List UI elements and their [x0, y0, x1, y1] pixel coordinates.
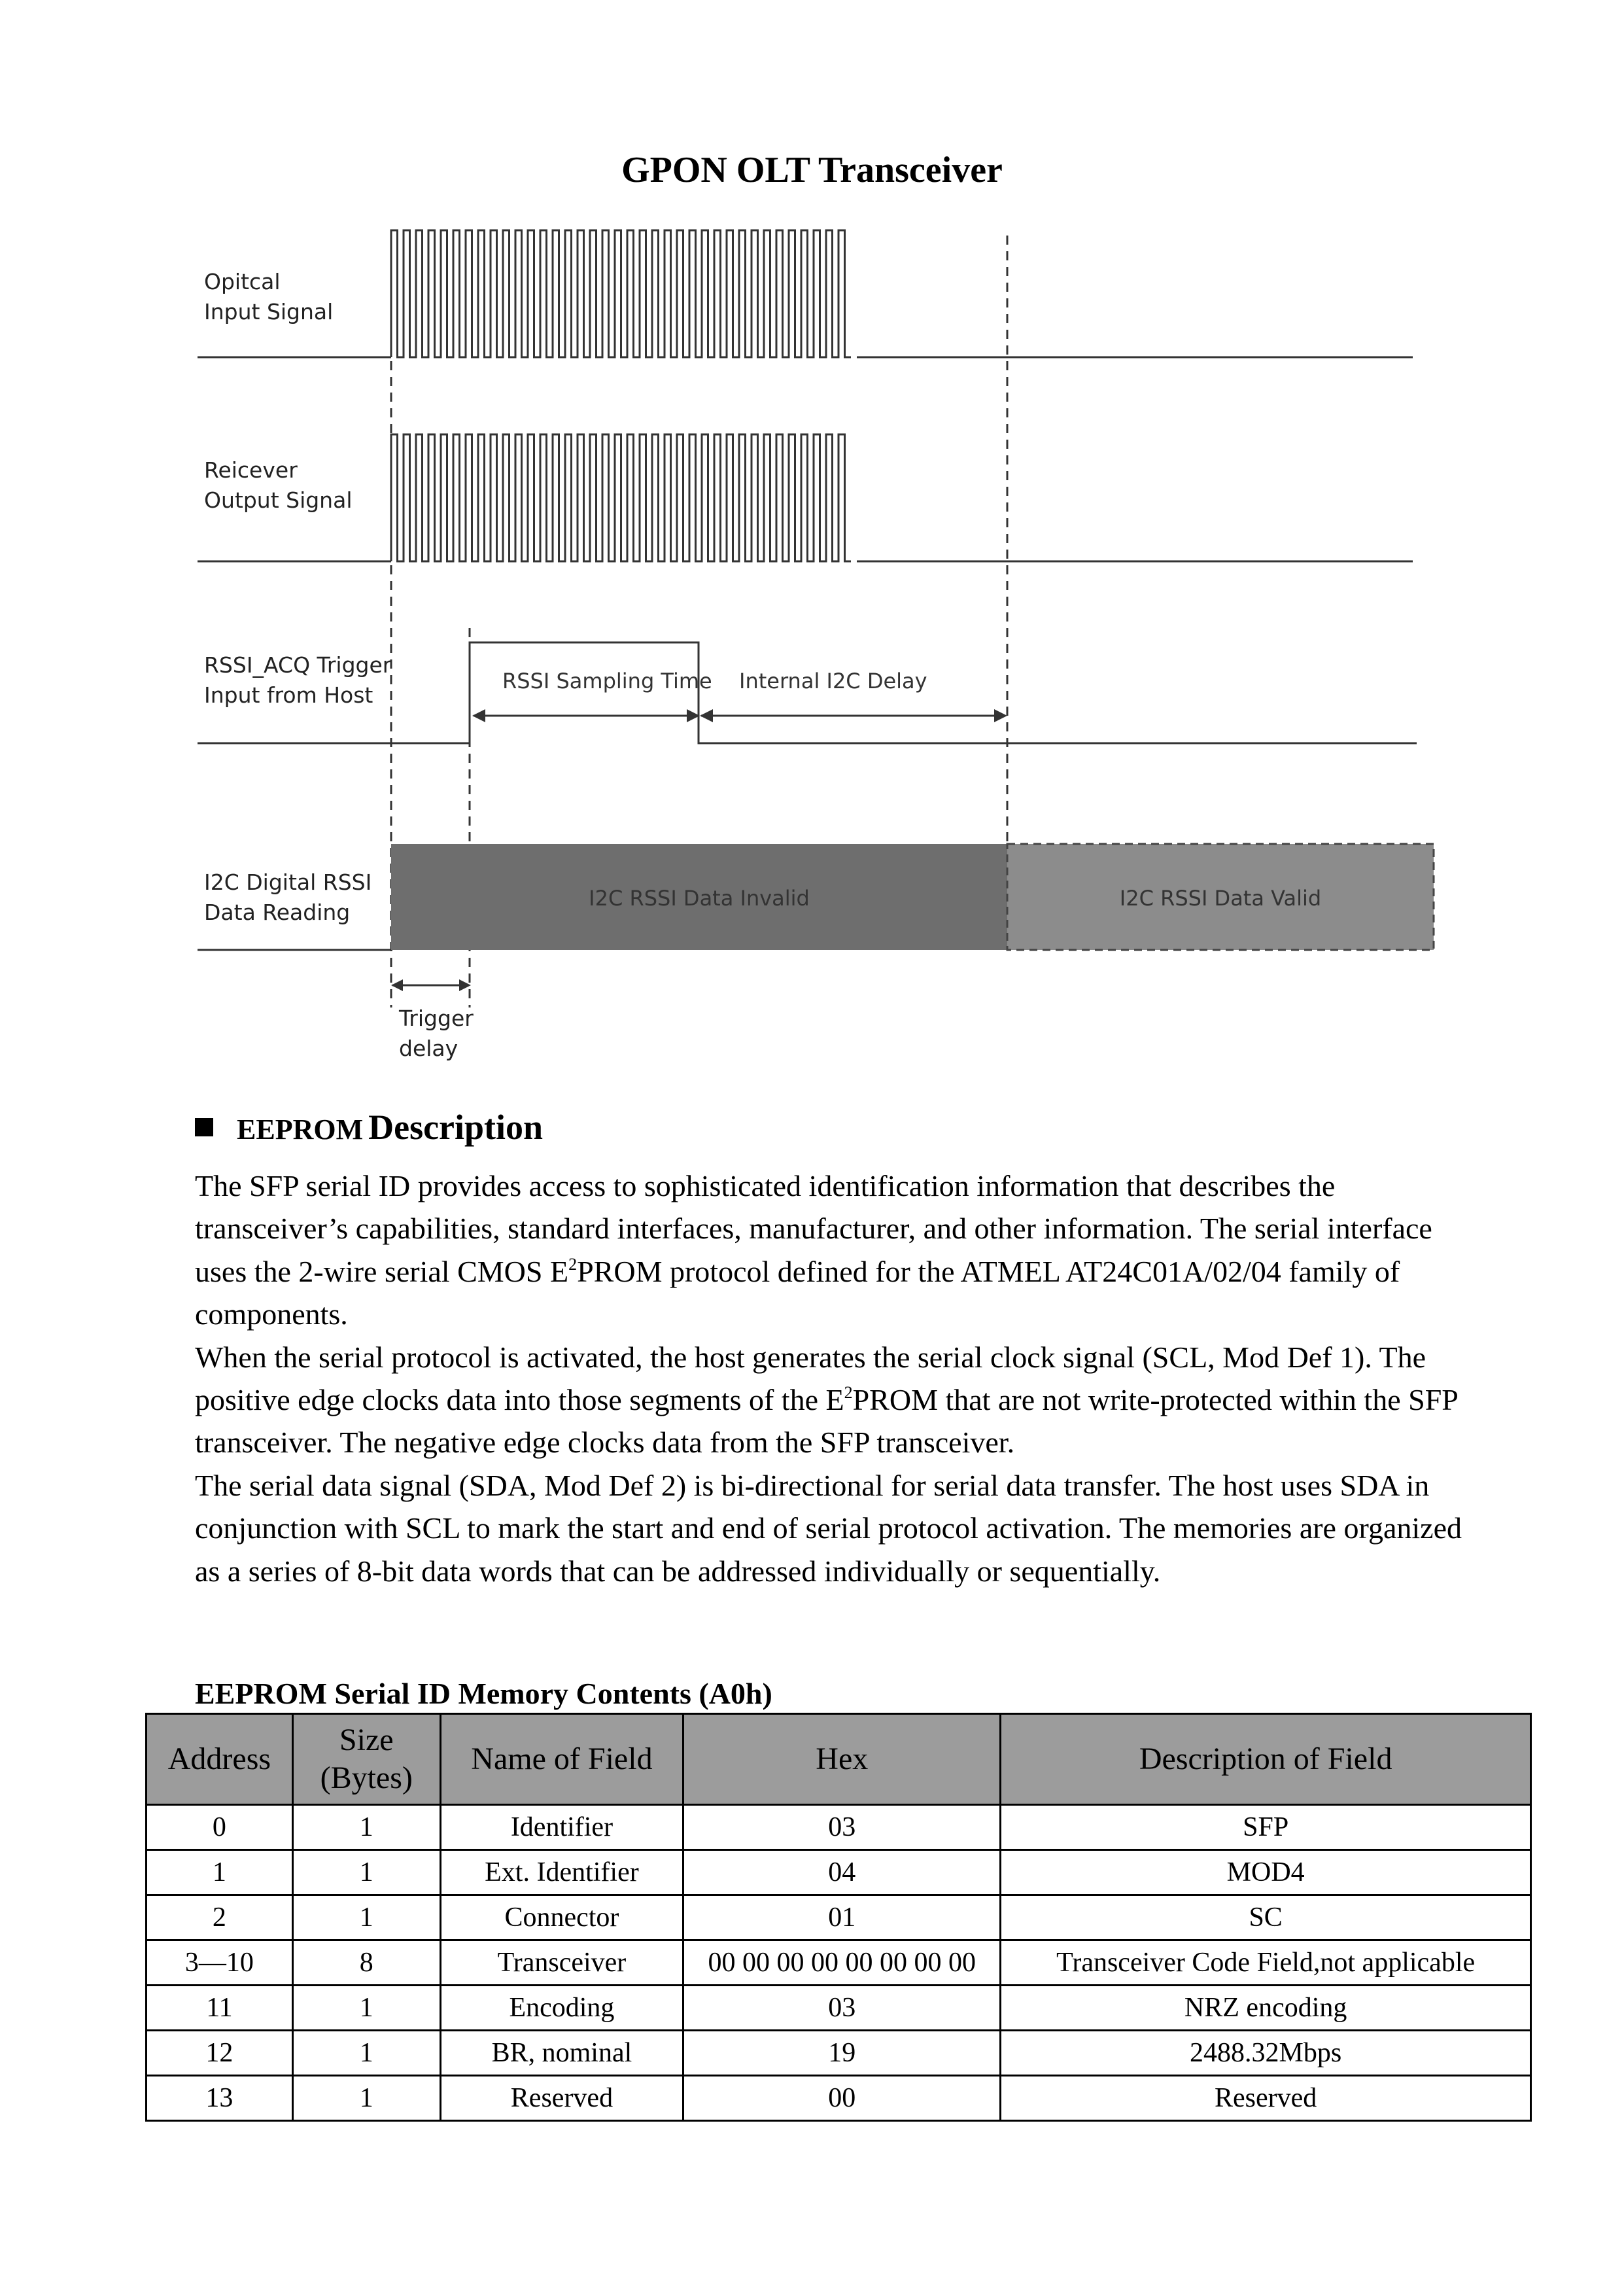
label-data-invalid: I2C RSSI Data Invalid	[589, 886, 810, 911]
table-title: EEPROM Serial ID Memory Contents (A0h)	[195, 1677, 772, 1710]
label-trigger-delay-2: delay	[399, 1036, 458, 1061]
paragraph-serial-data: The serial data signal (SDA, Mod Def 2) is bi-directional for serial data transfer. The host uses SDA in conjunction with SCL to mark the start and end of serial protocol activation. The memories are organized as a series of 8-bit data words that can be addressed individually or sequentially.	[195, 1468, 1462, 1588]
delay-arrow-head-left	[700, 709, 713, 722]
header-hex: Hex	[683, 1714, 1001, 1805]
table-header-row	[147, 1714, 1531, 1805]
table-row: 2 1 Connector 01 SC	[147, 1895, 1531, 1940]
label-i2c-reading: I2C Digital RSSI	[204, 869, 372, 895]
label-receiver-output-2: Output Signal	[204, 487, 353, 513]
sampling-arrow-head-left	[472, 709, 485, 722]
label-rssi-trigger: RSSI_ACQ Trigger	[204, 652, 392, 678]
bullet-square-icon	[195, 1118, 213, 1136]
eeprom-description-text	[195, 1165, 1477, 1592]
delay-arrow-head-right	[994, 709, 1007, 722]
optical-input-pulse-train	[391, 230, 851, 357]
table-row: 11 1 Encoding 03 NRZ encoding	[147, 1986, 1531, 2031]
paragraph-serial-id: The SFP serial ID provides access to sophisticated identification information that describes the transceiver’s capabilities, standard interfaces, manufacturer, and other information. The serial interface uses the 2-wire serial CMOS $E^2PROM$ protocol defined for the ATMEL AT24C01A/02/04 family of components.	[195, 1169, 1432, 1331]
receiver-output-pulse-train	[391, 434, 851, 561]
header-description: Description of Field	[1001, 1714, 1531, 1805]
rssi-timing-diagram	[0, 0, 1624, 1099]
label-trigger-delay: Trigger	[399, 1006, 474, 1031]
table-row: 1 1 Ext. Identifier 04 MOD4	[147, 1850, 1531, 1895]
label-sampling-time: RSSI Sampling Time	[502, 669, 712, 693]
trigger-delay-head-left	[391, 979, 403, 991]
header-size: Size (Bytes)	[292, 1714, 440, 1805]
heading-prefix: EEPROM	[237, 1113, 364, 1146]
header-address: Address	[147, 1714, 293, 1805]
memory-contents-table	[145, 1713, 1532, 2122]
label-receiver-output: Reicever	[204, 457, 298, 483]
label-optical-input: Opitcal	[204, 269, 281, 294]
label-i2c-reading-2: Data Reading	[204, 900, 351, 925]
label-internal-delay: Internal I2C Delay	[739, 669, 927, 693]
label-data-valid: I2C RSSI Data Valid	[1119, 886, 1322, 911]
page-title: GPON OLT Transceiver	[621, 150, 1003, 190]
section-heading-eeprom	[195, 1107, 543, 1148]
table-row: 13 1 Reserved 00 Reserved	[147, 2076, 1531, 2121]
heading-main: Description	[368, 1108, 544, 1147]
table-row: 3—10 8 Transceiver 00 00 00 00 00 00 00 00 Transceiver Code Field,not applicable	[147, 1940, 1531, 1986]
paragraph-serial-clock: When the serial protocol is activated, the host generates the serial clock signal (SCL, Mod Def 1). The positive edge clocks data into those segments of the $E^2PROM$ that are not write-protected within the SFP transceiver. The negative edge clocks data from the SFP transceiver.	[195, 1340, 1458, 1460]
table-row: 12 1 BR, nominal 19 2488.32Mbps	[147, 2031, 1531, 2076]
table-row: 0 1 Identifier 03 SFP	[147, 1805, 1531, 1850]
label-rssi-trigger-2: Input from Host	[204, 682, 373, 708]
header-name: Name of Field	[440, 1714, 683, 1805]
label-optical-input-2: Input Signal	[204, 299, 334, 324]
